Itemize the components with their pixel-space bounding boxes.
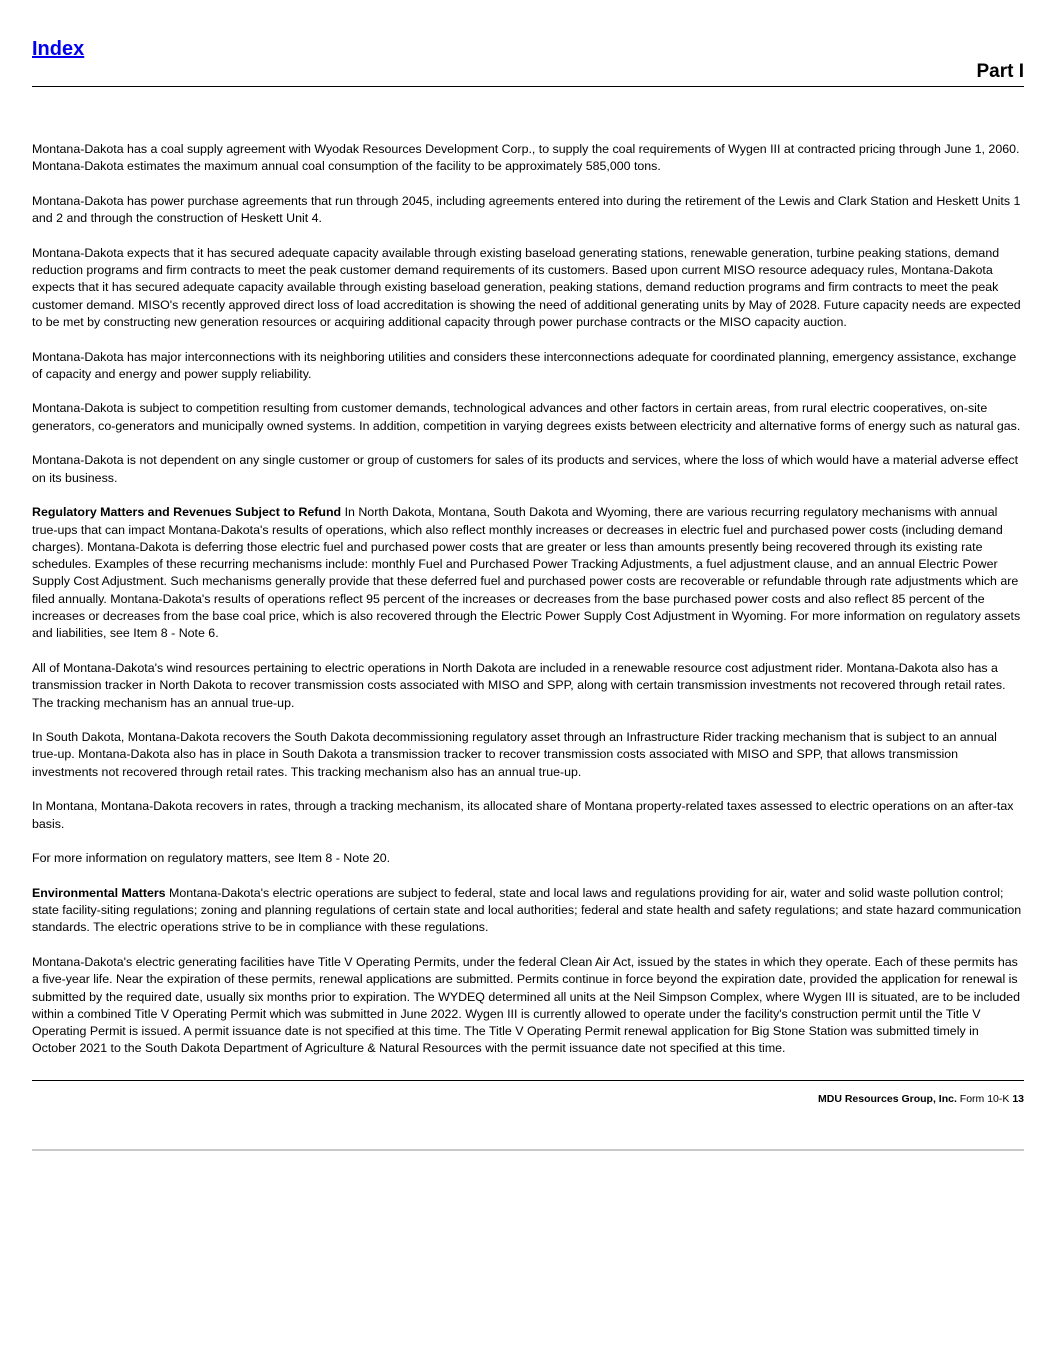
paragraph: For more information on regulatory matters, see Item 8 - Note 20. bbox=[32, 851, 391, 866]
part-label: Part I bbox=[976, 61, 1024, 82]
paragraph: Montana-Dakota has a coal supply agreement with Wyodak Resources Development Corp., to supply the coal requirements of Wygen III at contracted pricing through June 1, 2060. Montana-Dakota estimates the maximum annual coal consumption of the facility to be approximately 585,000 tons. bbox=[32, 142, 1020, 174]
paragraph: Montana-Dakota is subject to competition resulting from customer demands, technological advances and other factors in certain areas, from rural electric cooperatives, on-site generators, co-generators and municipally owned systems. In addition, competition in varying degrees exists between electricity and alternative forms of energy such as natural gas. bbox=[32, 401, 1021, 433]
paragraph: Montana-Dakota is not dependent on any single customer or group of customers for sales of its products and services, where the loss of which would have a material adverse effect on its business. bbox=[32, 453, 1019, 485]
section-heading: Regulatory Matters and Revenues Subject to Refund bbox=[32, 505, 342, 520]
paragraph-environmental-matters: Environmental Matters Montana-Dakota's electric operations are subject to federal, state and local laws and regulations providing for air, water and solid waste pollution control; state facility-siting regulations; zoning and planning regulations of certain state and local authorities; federal and state health and safety regulations; and state hazard communication standards. The electric operations strive to be in compliance with these regulations. bbox=[32, 885, 1022, 935]
paragraph: Montana-Dakota has power purchase agreements that run through 2045, including agreements entered into during the retirement of the Lewis and Clark Station and Heskett Units 1 and 2 and through the construction of Heskett Unit 4. bbox=[32, 193, 1021, 226]
paragraph: Montana-Dakota has major interconnections with its neighboring utilities and considers these interconnections adequate for coordinated planning, emergency assistance, exchange of capacity and energy and power supply reliability. bbox=[32, 349, 1017, 381]
page-break-divider bbox=[32, 1149, 1024, 1151]
paragraph: In South Dakota, Montana-Dakota recovers the South Dakota decommissioning regulatory asset through an Infrastructure Rider tracking mechanism that is subject to an annual true-up. Montana-Dakota also has in place in South Dakota a transmission tracker to recover transmission costs associated with MISO and SPP, that allows transmission investments not recovered through retail rates. This tracking mechanism also has an annual true-up. bbox=[32, 730, 997, 779]
section-heading: Environmental Matters bbox=[32, 885, 166, 900]
footer-company: MDU Resources Group, Inc. bbox=[818, 1093, 957, 1105]
paragraph: Montana-Dakota expects that it has secured adequate capacity available through existing baseload generating stations, renewable generation, turbine peaking stations, demand reduction programs and firm contracts to meet the peak customer demand requirements of its customers. Based upon current MISO resource adequacy rules, Montana-Dakota expects that it has secured adequate capacity available through existing baseload generation, peaking stations, demand reduction programs and firm contracts to meet the peak customer demand. MISO's recently approved direct loss of load accreditation is showing the need of additional generating units by May of 2028. Future capacity needs are expected to be met by constructing new generation resources or acquiring additional capacity through power purchase contracts or the MISO capacity auction. bbox=[32, 245, 1021, 329]
footer-form: Form 10-K bbox=[959, 1093, 1010, 1105]
header-divider bbox=[32, 86, 1024, 87]
paragraph: In Montana, Montana-Dakota recovers in rates, through a tracking mechanism, its allocated share of Montana property-related taxes assessed to electric operations on an after-tax basis. bbox=[32, 799, 1014, 831]
paragraph: All of Montana-Dakota's wind resources pertaining to electric operations in North Dakota are included in a renewable resource cost adjustment rider. Montana-Dakota also has a transmission tracker in North Dakota to recover transmission costs associated with MISO and SPP, along with certain transmission investments not recovered through retail rates. The tracking mechanism has an annual true-up. bbox=[32, 660, 1006, 710]
paragraph-regulatory-matters: Regulatory Matters and Revenues Subject to Refund In North Dakota, Montana, South Dakota and Wyoming, there are various recurring regulatory mechanisms with annual true-ups that can impact Montana-Dakota's results of operations, which also reflect monthly increases or decreases in electric fuel and purchased power costs (including demand charges). Montana-Dakota is deferring those electric fuel and purchased power costs that are greater or less than amounts presently being recovered through its existing rate schedules. Examples of these recurring mechanisms include: monthly Fuel and Purchased Power Tracking Adjustments, a fuel adjustment clause, and an annual Electric Power Supply Cost Adjustment. Such mechanisms generally provide that these deferred fuel and purchased power costs are recoverable or refundable through rate adjustments which are filed annually. Montana-Dakota's results of operations reflect 95 percent of the increases or decreases from the base purchased power costs and also reflect 85 percent of the increases or decreases from the base coal price, which is also recovered through the Electric Power Supply Cost Adjustment in Wyoming. For more information on regulatory assets and liabilities, see Item 8 - Note 6. bbox=[32, 505, 1021, 641]
index-link[interactable]: Index bbox=[32, 38, 85, 60]
body-text bbox=[32, 141, 1024, 1075]
footer-divider bbox=[32, 1080, 1024, 1081]
page-footer bbox=[818, 1093, 1024, 1105]
page-number: 13 bbox=[1012, 1093, 1024, 1105]
paragraph: Montana-Dakota's electric generating facilities have Title V Operating Permits, under the federal Clean Air Act, issued by the states in which they operate. Each of these permits has a five-year life. Near the expiration of these permits, renewal applications are submitted. Permits continue in force beyond the expiration date, provided the application for renewal is submitted by the required date, usually six months prior to expiration. The WYDEQ determined all units at the Neil Simpson Complex, where Wygen III is situated, are to be included within a combined Title V Operating Permit which was submitted in June 2022. Wygen III is currently allowed to operate under the facility's construction permit until the Title V Operating Permit is issued. A permit issuance date is not specified at this time. The Title V Operating Permit renewal application for Big Stone Station was submitted timely in October 2021 to the South Dakota Department of Agriculture & Natural Resources with the permit issuance date not specified at this time. bbox=[32, 954, 1020, 1056]
